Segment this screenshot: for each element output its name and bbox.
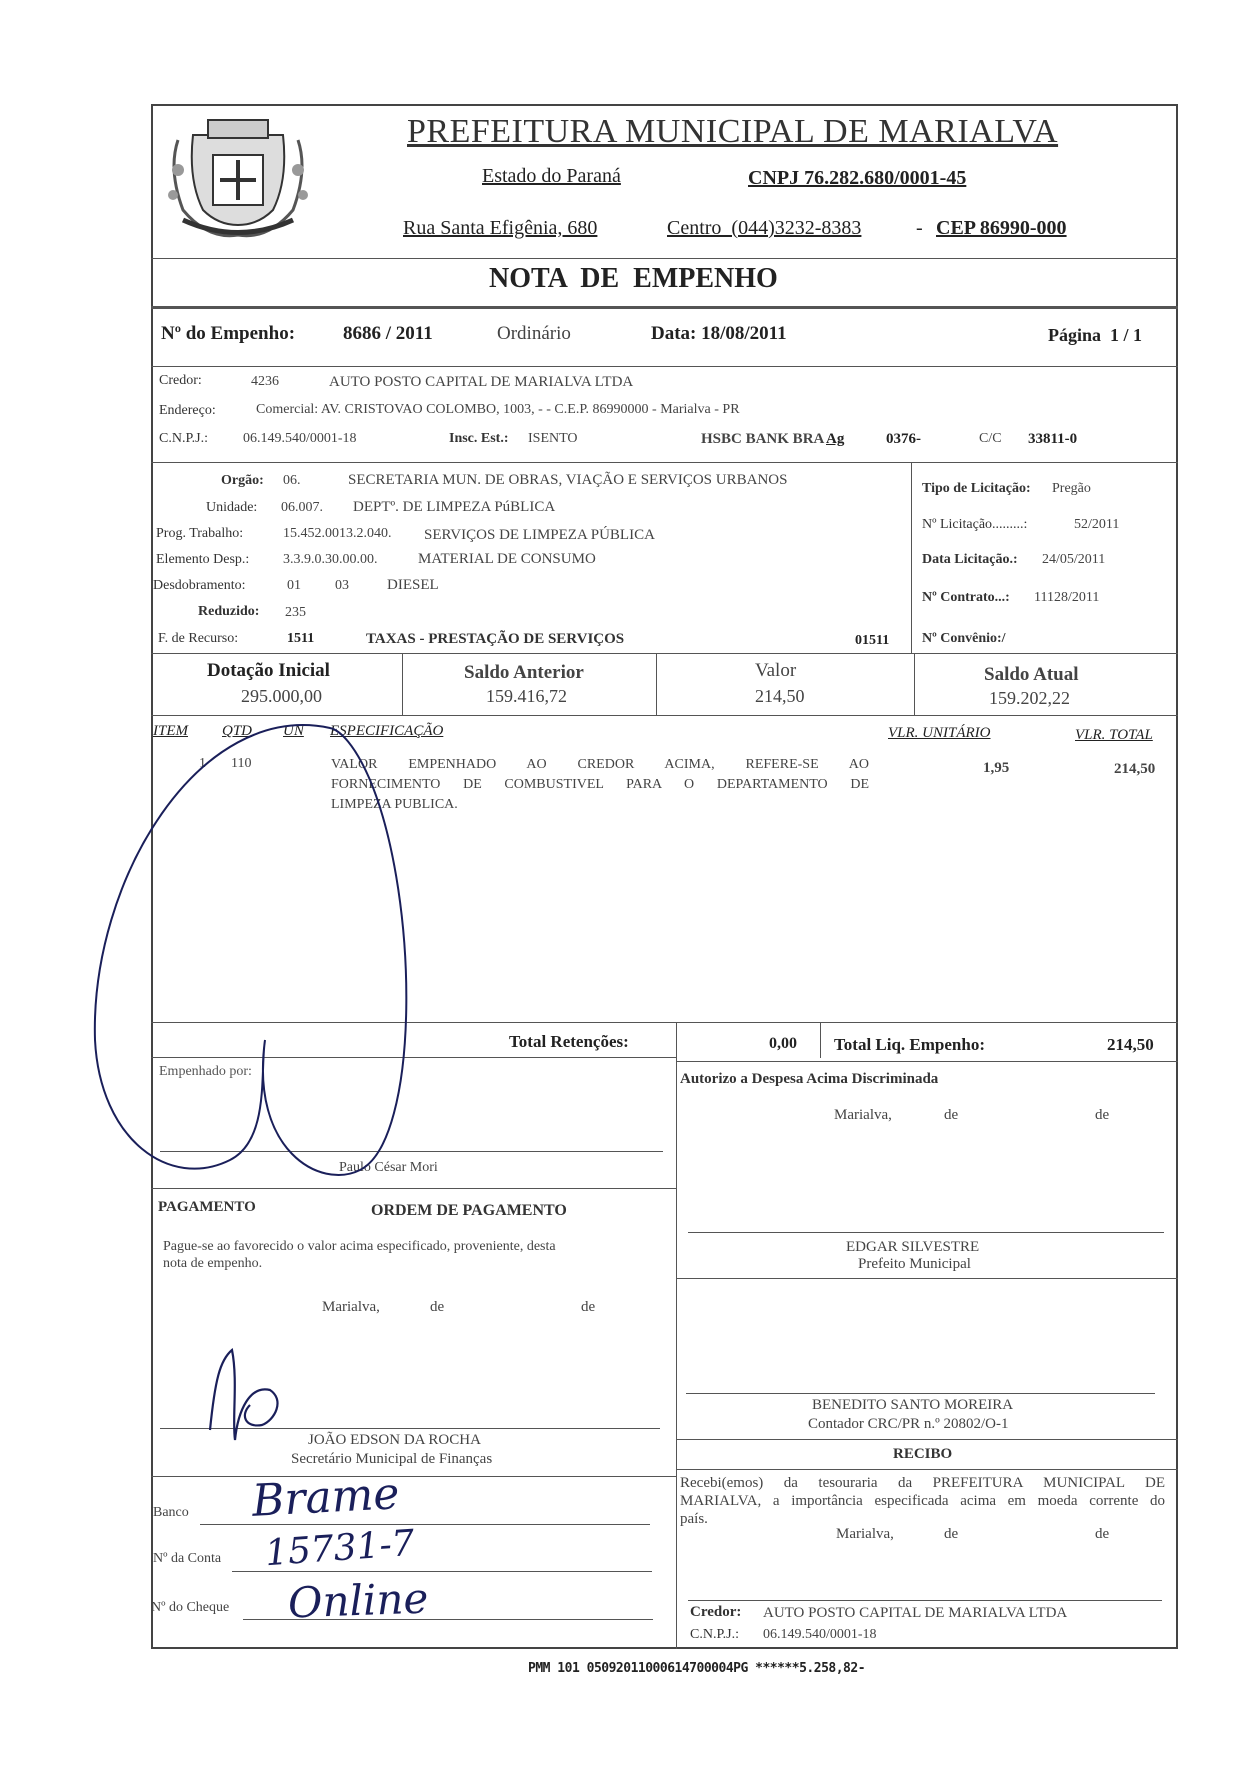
item-qtd: 110 (231, 756, 252, 771)
cc-label: C/C (979, 431, 1002, 446)
accountant-role: Contador CRC/PR n.º 20802/O-1 (808, 1416, 1009, 1432)
prog-code: 15.452.0013.2.040. (283, 526, 392, 541)
credor-code: 4236 (251, 374, 279, 389)
col-header-spec: ESPECIFICAÇÃO (330, 723, 444, 739)
recibo-credor: AUTO POSTO CAPITAL DE MARIALVA LTDA (763, 1605, 1068, 1621)
credor-cnpj-label: C.N.P.J.: (159, 431, 209, 446)
insc-value: ISENTO (528, 431, 578, 446)
elemento-label: Elemento Desp.: (156, 552, 250, 567)
item-spec-line: VALOR EMPENHADO AO CREDOR ACIMA, REFERE-SE AO (331, 757, 869, 772)
desdobramento-b: 03 (335, 578, 349, 593)
divider (676, 1439, 1178, 1440)
pagamento-text: nota de empenho. (163, 1256, 263, 1271)
coat-of-arms-icon (158, 110, 318, 250)
liquid-total-label: Total Liq. Empenho: (834, 1035, 985, 1054)
divider (676, 1469, 1178, 1470)
agency-label: Ag (826, 431, 845, 447)
document-title: NOTA DE EMPENHO (489, 263, 778, 294)
recibo-text: Recebi(emos) da tesouraria da PREFEITURA MUNICIPAL DE (680, 1475, 1165, 1491)
handwritten-conta: 15731-7 (263, 1522, 416, 1575)
saldo-anterior-value: 159.416,72 (486, 686, 567, 706)
divider (820, 1022, 821, 1058)
mayor-name: EDGAR SILVESTRE (846, 1239, 980, 1255)
secretary-name: JOÃO EDSON DA ROCHA (308, 1432, 481, 1448)
handwritten-banco: Brame (250, 1468, 401, 1527)
recurso-code: 1511 (287, 631, 315, 646)
autorizo-city: Marialva, (834, 1107, 892, 1123)
unidade-code: 06.007. (281, 500, 323, 515)
recibo-cnpj-label: C.N.P.J.: (690, 1627, 740, 1642)
desdobramento-name: DIESEL (387, 577, 439, 593)
orgao-label: Orgão: (221, 473, 264, 488)
prog-label: Prog. Trabalho: (156, 526, 244, 541)
empenhado-label: Empenhado por: (159, 1064, 252, 1079)
col-header-un: UN (283, 723, 304, 739)
recurso-label: F. de Recurso: (158, 631, 239, 646)
divider (151, 366, 1178, 367)
mayor-role: Prefeito Municipal (858, 1256, 971, 1272)
col-header-qtd: QTD (222, 723, 253, 739)
valor-value: 214,50 (755, 686, 805, 706)
empenho-type: Ordinário (497, 323, 571, 344)
agency-value: 0376- (886, 431, 921, 447)
empenho-date: Data: 18/08/2011 (651, 323, 787, 344)
divider (151, 653, 1178, 654)
divider (676, 1061, 1178, 1062)
signature-line (160, 1151, 663, 1152)
credor-label: Credor: (159, 373, 202, 388)
orgao-code: 06. (283, 473, 301, 488)
credor-cnpj: 06.149.540/0001-18 (243, 431, 357, 446)
item-spec-line: FORNECIMENTO DE COMBUSTIVEL PARA O DEPARTAMENTO DE (331, 777, 869, 792)
credor-name: AUTO POSTO CAPITAL DE MARIALVA LTDA (329, 374, 634, 390)
autorizo-text: Autorizo a Despesa Acima Discriminada (680, 1071, 939, 1087)
page-number: Página 1 / 1 (1048, 325, 1143, 345)
credor-address: Comercial: AV. CRISTOVAO COLOMBO, 1003, - - C.E.P. 86990000 - Marialva - PR (256, 402, 740, 417)
item-total: 214,50 (1114, 761, 1156, 777)
footer-code: PMM 101 05092011000614700004PG ******5.258,82- (528, 1661, 866, 1676)
contrato-label: Nº Contrato...: (922, 590, 1010, 605)
pagamento-text: Pague-se ao favorecido o valor acima especificado, proveniente, desta (163, 1239, 556, 1254)
conta-label: Nº da Conta (153, 1551, 222, 1566)
divider (151, 462, 1178, 463)
signature-line (688, 1232, 1164, 1233)
licitacao-date-label: Data Licitação.: (922, 552, 1018, 567)
divider (911, 462, 912, 654)
desdobramento-label: Desdobramento: (153, 578, 246, 593)
banco-label: Banco (153, 1505, 189, 1520)
orgao-name: SECRETARIA MUN. DE OBRAS, VIAÇÃO E SERVIÇOS URBANOS (348, 472, 788, 488)
pagamento-de: de (581, 1299, 596, 1315)
insc-label: Insc. Est.: (449, 431, 509, 446)
divider (676, 1061, 677, 1649)
recibo-cnpj: 06.149.540/0001-18 (763, 1627, 877, 1642)
empenho-number: 8686 / 2011 (343, 323, 433, 344)
header-cnpj: CNPJ 76.282.680/0001-45 (748, 167, 967, 189)
divider (151, 258, 1178, 259)
item-spec-line: LIMPEZA PUBLICA. (331, 797, 458, 812)
divider (151, 306, 1178, 309)
pagamento-de: de (430, 1299, 445, 1315)
desdobramento-a: 01 (287, 578, 301, 593)
neighborhood-phone: Centro (044)3232-8383 (667, 217, 862, 239)
tipo-licitacao-label: Tipo de Licitação: (922, 481, 1031, 496)
recibo-text: país. (680, 1511, 708, 1527)
handwritten-cheque: Online (287, 1573, 430, 1628)
signature-line (686, 1393, 1155, 1394)
recurso-number: 01511 (855, 633, 890, 648)
signature-line (688, 1600, 1162, 1601)
divider (402, 653, 403, 715)
saldo-anterior-label: Saldo Anterior (464, 662, 584, 683)
reduzido-label: Reduzido: (198, 604, 260, 619)
recibo-text: MARIALVA, a importância especificada acima em moeda corrente do (680, 1493, 1165, 1509)
saldo-atual-label: Saldo Atual (984, 664, 1079, 685)
saldo-atual-value: 159.202,22 (989, 688, 1070, 708)
state-name: Estado do Paraná (482, 165, 621, 187)
pagamento-label: PAGAMENTO (158, 1199, 256, 1215)
divider (151, 1188, 676, 1189)
divider (656, 653, 657, 715)
dotacao-value: 295.000,00 (241, 686, 322, 706)
header-cep: CEP 86990-000 (936, 217, 1067, 239)
accountant-name: BENEDITO SANTO MOREIRA (812, 1397, 1014, 1413)
col-header-total: VLR. TOTAL (1075, 727, 1153, 743)
signature-line (160, 1428, 660, 1429)
item-number: 1 (199, 756, 206, 771)
recurso-name: TAXAS - PRESTAÇÃO DE SERVIÇOS (366, 631, 625, 647)
empenhado-name: Paulo César Mori (339, 1160, 438, 1175)
divider (151, 1476, 676, 1477)
recibo-de: de (944, 1526, 959, 1542)
pagamento-city: Marialva, (322, 1299, 380, 1315)
valor-label: Valor (755, 660, 797, 681)
street-address: Rua Santa Efigênia, 680 (403, 217, 598, 239)
divider (151, 715, 1178, 716)
cc-value: 33811-0 (1028, 431, 1078, 447)
reduzido-value: 235 (285, 605, 306, 620)
unidade-label: Unidade: (206, 500, 258, 515)
divider (151, 1022, 1178, 1023)
recibo-city: Marialva, (836, 1526, 894, 1542)
liquid-total-value: 214,50 (1107, 1035, 1154, 1054)
tipo-licitacao: Pregão (1052, 481, 1091, 496)
bank-name: HSBC BANK BRA (701, 431, 825, 447)
divider (676, 1278, 1178, 1279)
recibo-de: de (1095, 1526, 1110, 1542)
contrato-value: 11128/2011 (1034, 590, 1100, 605)
licitacao-num: 52/2011 (1074, 517, 1120, 532)
empenho-number-label: Nº do Empenho: (161, 323, 296, 344)
dash-separator: - (916, 217, 923, 239)
recibo-credor-label: Credor: (690, 1604, 742, 1620)
licitacao-num-label: Nº Licitação.........: (922, 517, 1028, 532)
dotacao-label: Dotação Inicial (207, 660, 330, 681)
convenio-label: Nº Convênio:/ (922, 631, 1006, 646)
cheque-label: Nº do Cheque (151, 1600, 230, 1615)
col-header-item: ITEM (153, 723, 188, 739)
recibo-title: RECIBO (893, 1446, 953, 1462)
prefeitura-title: PREFEITURA MUNICIPAL DE MARIALVA (407, 113, 1059, 150)
retencoes-value: 0,00 (769, 1035, 797, 1052)
divider (914, 653, 915, 715)
elemento-name: MATERIAL DE CONSUMO (418, 551, 596, 567)
elemento-code: 3.3.9.0.30.00.00. (283, 552, 378, 567)
divider (676, 1022, 677, 1062)
ordem-pagamento-label: ORDEM DE PAGAMENTO (371, 1202, 567, 1219)
autorizo-de: de (944, 1107, 959, 1123)
retencoes-label: Total Retenções: (509, 1032, 629, 1051)
address-label: Endereço: (159, 403, 216, 418)
divider (151, 1057, 676, 1058)
licitacao-date: 24/05/2011 (1042, 552, 1106, 567)
secretary-role: Secretário Municipal de Finanças (291, 1451, 493, 1467)
prog-name: SERVIÇOS DE LIMPEZA PÚBLICA (424, 527, 655, 543)
unidade-name: DEPTº. DE LIMPEZA PúBLICA (353, 499, 556, 515)
item-unit-price: 1,95 (983, 760, 1010, 776)
autorizo-de: de (1095, 1107, 1110, 1123)
col-header-unit: VLR. UNITÁRIO (888, 725, 991, 741)
